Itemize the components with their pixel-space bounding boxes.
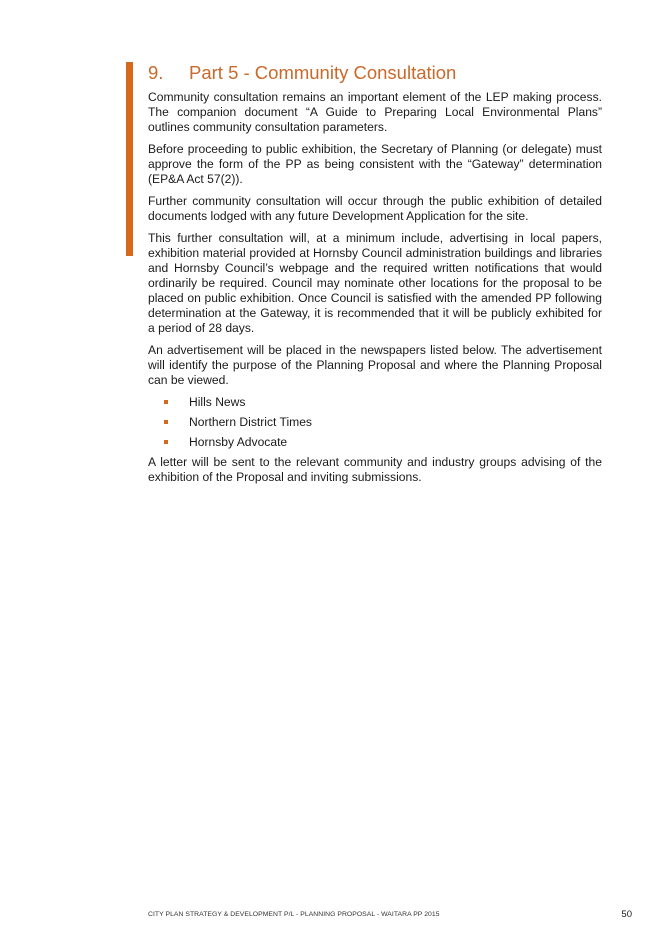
paragraph-further-consultation: Further community consultation will occur through the public exhibition of detailed documents lodged with any future Development Application for the site. [148, 194, 602, 223]
newspaper-list [148, 395, 602, 450]
paragraph-advertising: This further consultation will, at a minimum include, advertising in local papers, exhibition material provided at Hornsby Council administration buildings and libraries and Hornsby Council’s webpage and the required written notifications that would ordinarily be required. Council may nominate other locations for the proposal to be placed on public exhibition. Once Council is satisfied with the amended PP following determination at the Gateway, it is recommended that it will be publicly exhibited for a period of 28 days. [148, 231, 602, 335]
square-bullet-icon [164, 440, 168, 444]
list-item [148, 415, 602, 430]
paragraph-closing: A letter will be sent to the relevant community and industry groups advising of the exhibition of the Proposal and inviting submissions. [148, 455, 602, 484]
section-number: 9. [148, 62, 164, 83]
section-accent-bar [126, 62, 133, 256]
page-number: 50 [621, 909, 632, 920]
list-item [148, 435, 602, 450]
paragraph-newspapers-intro: An advertisement will be placed in the newspapers listed below. The advertisement will identify the purpose of the Planning Proposal and where the Planning Proposal can be viewed. [148, 343, 602, 387]
section-title: Part 5 - Community Consultation [189, 62, 457, 83]
page-footer: CITY PLAN STRATEGY & DEVELOPMENT P/L - PLANNING PROPOSAL - WAITARA PP 2015 [148, 911, 440, 918]
newspaper-name: Hills News [189, 395, 246, 409]
newspaper-name: Hornsby Advocate [189, 435, 288, 449]
paragraph-gateway: Before proceeding to public exhibition, the Secretary of Planning (or delegate) must approve the form of the PP as being consistent with the “Gateway” determination (EP&A Act 57(2)). [148, 142, 602, 186]
newspaper-name: Northern District Times [189, 415, 312, 429]
paragraph-intro: Community consultation remains an important element of the LEP making process. The companion document “A Guide to Preparing Local Environmental Plans” outlines community consultation parameters. [148, 90, 602, 134]
square-bullet-icon [164, 420, 168, 424]
page-content [148, 62, 602, 492]
section-heading [148, 62, 602, 84]
list-item [148, 395, 602, 410]
square-bullet-icon [164, 400, 168, 404]
